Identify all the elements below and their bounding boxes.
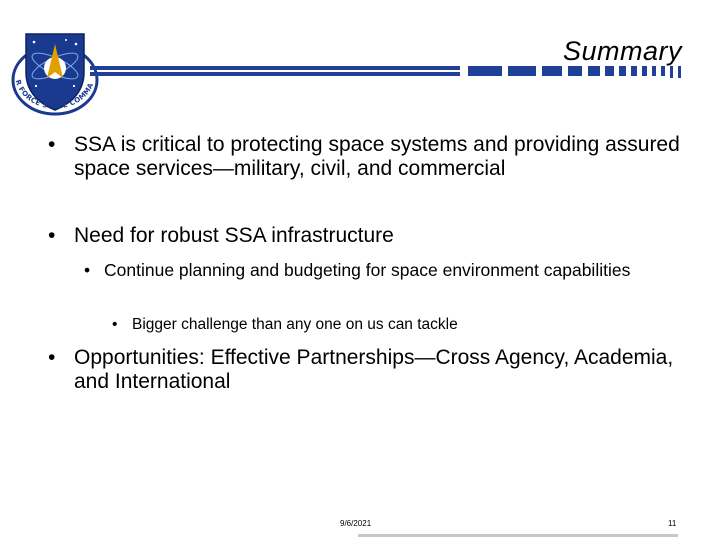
bullet-icon: • — [48, 346, 56, 369]
bullet-text: Opportunities: Effective Partnerships—Cross Agency, Academia, and International — [74, 346, 674, 393]
emblem-ring-text: R FORCE SPACE COMMA — [13, 78, 96, 111]
page-number: 11 — [668, 519, 677, 528]
bullet-item — [48, 346, 698, 394]
footer-line — [358, 534, 678, 537]
slide-title: Summary — [562, 36, 682, 66]
sub-bullet-item — [84, 259, 684, 281]
bullet-icon: • — [48, 133, 56, 156]
bullet-text: Need for robust SSA infrastructure — [74, 224, 394, 247]
bullet-icon: • — [112, 316, 118, 333]
bullet-item — [48, 224, 698, 248]
afspc-emblem-icon — [10, 20, 100, 120]
sub-bullet-text: Continue planning and budgeting for space environment capabilities — [104, 260, 631, 280]
footer-date: 9/6/2021 — [340, 519, 372, 528]
bullet-icon: • — [48, 224, 56, 247]
bullet-icon: • — [84, 260, 91, 280]
sub-sub-bullet-text: Bigger challenge than any one on us can tackle — [132, 316, 458, 333]
header-bar — [90, 66, 684, 78]
bullet-text: SSA is critical to protecting space systems and providing assured space services—military, civil, and commercial — [74, 133, 680, 180]
sub-sub-bullet-item — [112, 315, 692, 335]
bullet-item — [48, 133, 698, 181]
